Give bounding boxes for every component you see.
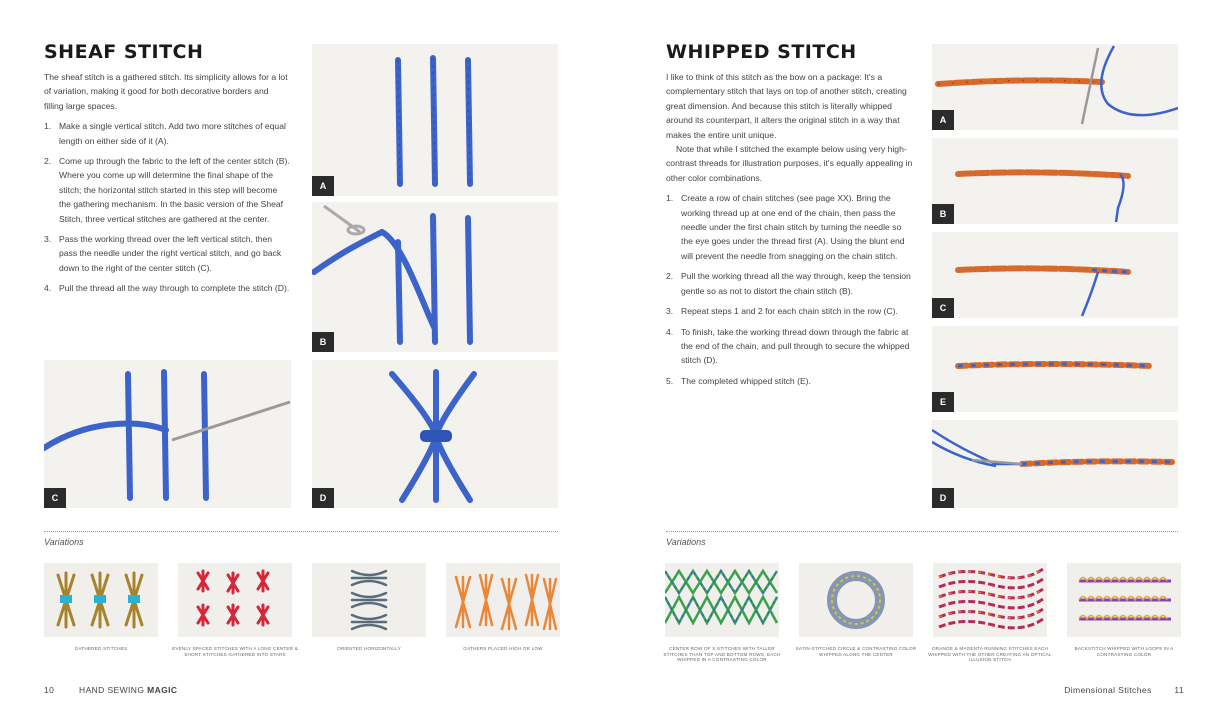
variation-thumbnail bbox=[44, 563, 158, 637]
book-title: HAND SEWING bbox=[79, 685, 145, 695]
step-photo-c bbox=[44, 360, 291, 508]
step-item: 4. Pull the thread all the way through to complete the stitch (D). bbox=[44, 283, 290, 294]
variation-thumbnail bbox=[1067, 563, 1181, 637]
variation-thumbnail bbox=[312, 563, 426, 637]
photo-label: B bbox=[312, 332, 334, 352]
right-page bbox=[612, 0, 1224, 720]
note-paragraph: Note that while I stitched the example below using very high-contrast threads for illustration purposes, it's equally appealing in other color combinations. bbox=[666, 144, 913, 183]
variations-heading: Variations bbox=[44, 537, 84, 547]
sheaf-step-a-image bbox=[312, 44, 558, 196]
variation-caption: EVENLY SPACED STITCHES WITH A LONG CENTER & SHORT STITCHES GATHERED INTO STARS bbox=[172, 646, 298, 657]
variation-thumbnail bbox=[446, 563, 560, 637]
variation-thumbnail bbox=[665, 563, 779, 637]
step-item: 3. Pass the working thread over the left vertical stitch, then pass the needle under the right vertical stitch, and go back down to the right of the center stitch (C). bbox=[44, 234, 282, 273]
section-divider bbox=[666, 531, 1178, 532]
whipped-step-a-image bbox=[932, 44, 1178, 130]
section-divider bbox=[44, 531, 558, 532]
steps-list bbox=[666, 191, 914, 388]
photo-label: D bbox=[312, 488, 334, 508]
variation-caption: CENTER ROW OF X STITCHES WITH TALLER STITCHES THAN TOP AND BOTTOM ROWS, EACH WHIPPED IN A CONTRASTING COLOR bbox=[663, 646, 781, 663]
step-photo-c bbox=[932, 232, 1178, 318]
step-item: 2. Come up through the fabric to the left of the center stitch (B). Where you come up will determine the final shape of the stitch; the horizontal stitch started in this step will become the gathering mechanism. In the basic version of the Sheaf Stitch, three vertical stitches are gathered at the center. bbox=[44, 156, 290, 224]
whipped-step-e-image bbox=[932, 326, 1178, 412]
photo-label: D bbox=[932, 488, 954, 508]
step-item: 3. Repeat steps 1 and 2 for each chain stitch in the row (C). bbox=[666, 306, 898, 317]
step-photo-a bbox=[932, 44, 1178, 130]
sheaf-step-c-image bbox=[44, 360, 291, 508]
photo-label: E bbox=[932, 392, 954, 412]
whipped-step-c-image bbox=[932, 232, 1178, 318]
book-title-bold: MAGIC bbox=[147, 685, 178, 695]
variation-caption: BACKSTITCH WHIPPED WITH LOOPS IN A CONTRASTING COLOR bbox=[1074, 646, 1174, 657]
page-number: 11 bbox=[1174, 685, 1184, 695]
photo-label: A bbox=[932, 110, 954, 130]
variation-thumbnail bbox=[933, 563, 1047, 637]
photo-label: C bbox=[44, 488, 66, 508]
step-photo-b bbox=[932, 138, 1178, 224]
sheaf-step-b-image bbox=[312, 202, 558, 352]
step-photo-b bbox=[312, 202, 558, 352]
variations-heading: Variations bbox=[666, 537, 706, 547]
page-footer bbox=[1064, 685, 1184, 695]
whipped-step-d-image bbox=[932, 420, 1178, 508]
variation-thumbnail bbox=[178, 563, 292, 637]
sheaf-step-d-image bbox=[312, 360, 558, 508]
step-item: 1. Make a single vertical stitch. Add two more stitches of equal length on either side of it (A). bbox=[44, 121, 286, 146]
step-item: 2. Pull the working thread all the way through, keep the tension gentle so as not to distort the chain stitch (B). bbox=[666, 271, 911, 296]
step-photo-d bbox=[312, 360, 558, 508]
intro-paragraph: I like to think of this stitch as the bow on a package: It's a complementary stitch that lays on top of another stitch, creating great dimension. And because this stitch is literally whipped around its counterpart, it alters the original stitch in a way that makes the entire unit unique. bbox=[666, 72, 907, 140]
intro-paragraph: The sheaf stitch is a gathered stitch. Its simplicity allows for a lot of variation, making it good for both decorative borders and filling large spaces. bbox=[44, 72, 288, 111]
variation-thumbnail bbox=[799, 563, 913, 637]
variation-caption: GATHERS PLACED HIGH OR LOW bbox=[463, 646, 543, 651]
step-item: 1. Create a row of chain stitches (see page XX). Bring the working thread up at one end of the chain, then pass the needle under the first chain stitch by turning the needle so the eye goes under the thread first (A). Using the blunt end will prevent the needle from snagging on the chain stitch. bbox=[666, 193, 905, 261]
step-photo-a bbox=[312, 44, 558, 196]
page-number: 10 bbox=[44, 685, 55, 695]
photo-label: B bbox=[932, 204, 954, 224]
photo-label: C bbox=[932, 298, 954, 318]
step-photo-e bbox=[932, 326, 1178, 412]
photo-label: A bbox=[312, 176, 334, 196]
whipped-step-b-image bbox=[932, 138, 1178, 224]
variation-caption: ORANGE & MAGENTA RUNNING STITCHES EACH WHIPPED WITH THE OTHER CREATING AN OPTICAL ILLUSION STITCH bbox=[928, 646, 1052, 663]
variation-caption: ORIENTED HORIZONTALLY bbox=[337, 646, 401, 651]
instructions bbox=[666, 70, 914, 394]
step-item: 5. The completed whipped stitch (E). bbox=[666, 375, 811, 386]
steps-list bbox=[44, 119, 290, 295]
page-title: SHEAF STITCH bbox=[44, 41, 204, 63]
page-footer bbox=[44, 685, 177, 695]
instructions bbox=[44, 70, 290, 302]
variation-caption: SATIN-STITCHED CIRCLE & CONTRASTING COLOR WHIPPED ALONG THE CENTER bbox=[795, 646, 917, 657]
step-photo-d bbox=[932, 420, 1178, 508]
section-title: Dimensional Stitches bbox=[1064, 685, 1152, 695]
variation-caption: GATHERED STITCHES bbox=[74, 646, 128, 651]
page-title: WHIPPED STITCH bbox=[666, 41, 857, 63]
step-item: 4. To finish, take the working thread down through the fabric at the end of the chain, and pull through to secure the whipped stitch (D). bbox=[666, 326, 910, 366]
